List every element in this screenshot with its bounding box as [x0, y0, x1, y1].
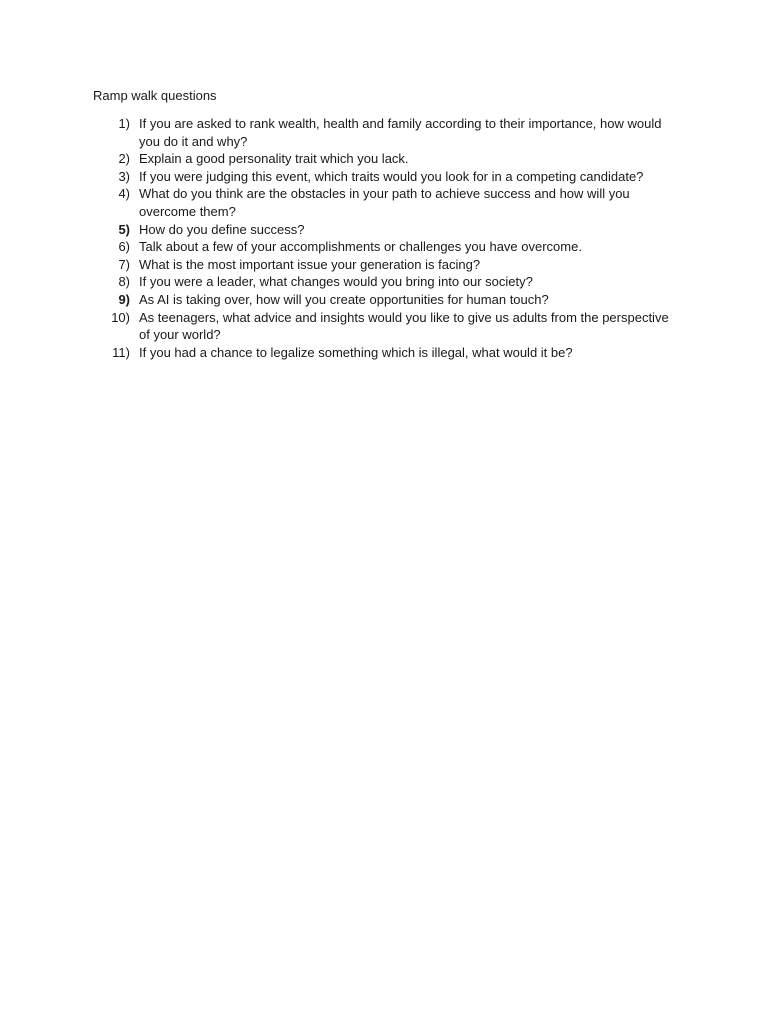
question-text: If you had a chance to legalize something which is illegal, what would it be? [139, 344, 573, 360]
question-item [93, 185, 683, 220]
question-text: If you were judging this event, which traits would you look for in a competing candidate? [139, 168, 644, 184]
question-number: 3) [118, 168, 130, 184]
document-title: Ramp walk questions [93, 88, 217, 103]
question-item [93, 309, 683, 344]
question-item [93, 273, 683, 291]
question-text: Explain a good personality trait which you lack. [139, 151, 409, 167]
question-text: As teenagers, what advice and insights would you like to give us adults from the perspective of your world? [139, 309, 669, 343]
question-number: 2) [118, 151, 130, 167]
question-number: 10) [111, 309, 130, 325]
question-number: 1) [118, 116, 130, 131]
question-number: 9) [118, 291, 130, 307]
questions-list [93, 115, 683, 361]
question-text: Talk about a few of your accomplishments or challenges you have overcome. [139, 239, 582, 255]
question-item [93, 291, 683, 309]
question-item [93, 115, 683, 150]
question-item [93, 221, 683, 239]
question-text: What is the most important issue your generation is facing? [139, 256, 481, 272]
question-text: How do you define success? [139, 221, 305, 237]
question-text: What do you think are the obstacles in your path to achieve success and how will you overcome them? [139, 186, 630, 219]
question-number: 5) [118, 221, 130, 237]
question-item [93, 344, 683, 362]
question-number: 7) [118, 256, 130, 272]
question-item [93, 238, 683, 256]
question-number: 4) [118, 186, 130, 202]
question-number: 8) [118, 274, 130, 290]
question-number: 6) [118, 239, 130, 255]
question-item [93, 150, 683, 168]
question-text: If you were a leader, what changes would you bring into our society? [139, 274, 533, 290]
question-text: As AI is taking over, how will you create opportunities for human touch? [139, 291, 549, 307]
question-item [93, 256, 683, 274]
question-item [93, 168, 683, 186]
question-number: 11) [112, 344, 130, 360]
question-text: If you are asked to rank wealth, health and family according to their importance, how would you do it and why? [139, 116, 662, 149]
